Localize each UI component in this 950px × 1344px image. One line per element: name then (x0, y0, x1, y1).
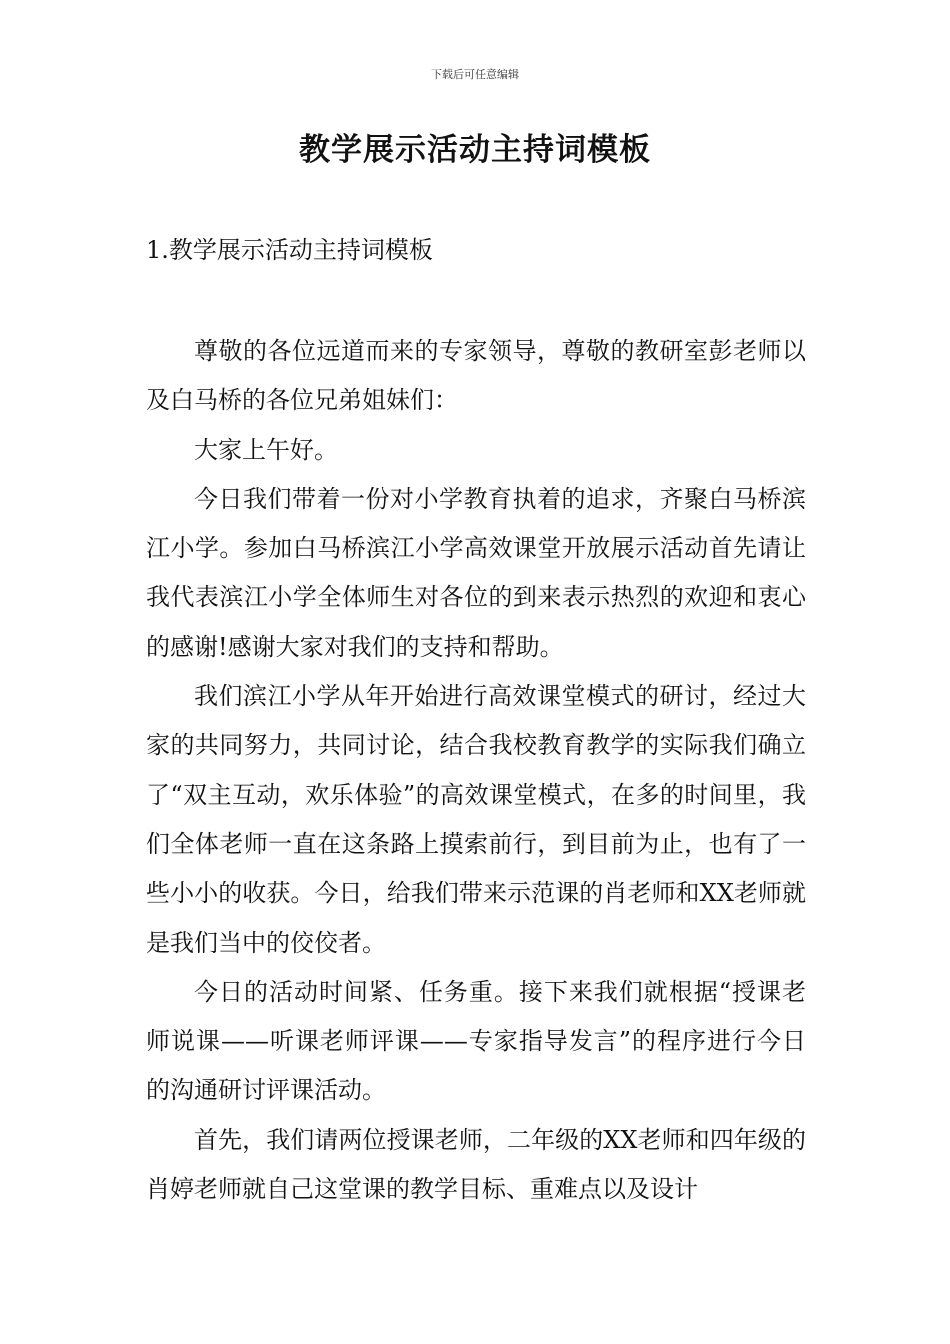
body-text (146, 327, 806, 1214)
paragraph-schedule: 今日的活动时间紧、任务重。接下来我们就根据“授课老师说课——听课老师评课——专家指导发言”的程序进行今日的沟通研讨评课活动。 (146, 977, 806, 1105)
document-title: 教学展示活动主持词模板 (299, 132, 651, 168)
paragraph-salutation: 大家上午好。 (194, 435, 338, 464)
header-note: 下载后可任意编辑 (431, 68, 519, 81)
section-heading: 1.教学展示活动主持词模板 (146, 236, 433, 264)
paragraph-background: 我们滨江小学从年开始进行高效课堂模式的研讨，经过大家的共同努力，共同讨论，结合我校教育教学的实际我们确立了“双主互动，欢乐体验”的高效课堂模式，在多的时间里，我们全体老师一直在这条路上摸索前行，到目前为止，也有了一些小小的收获。今日，给我们带来示范课的肖老师和XX老师就是我们当中的佼佼者。 (146, 682, 806, 957)
paragraph-greeting: 尊敬的各位远道而来的专家领导，尊敬的教研室彭老师以及白马桥的各位兄弟姐妹们： (146, 337, 806, 415)
paragraph-welcome: 今日我们带着一份对小学教育执着的追求，齐聚白马桥滨江小学。参加白马桥滨江小学高效课堂开放展示活动首先请让我代表滨江小学全体师生对各位的到来表示热烈的欢迎和衷心的感谢!感谢大家对我们的支持和帮助。 (146, 484, 806, 661)
paragraph-first-step: 首先，我们请两位授课老师，二年级的XX老师和四年级的肖婷老师就自己这堂课的教学目标、重难点以及设计 (146, 1125, 806, 1204)
